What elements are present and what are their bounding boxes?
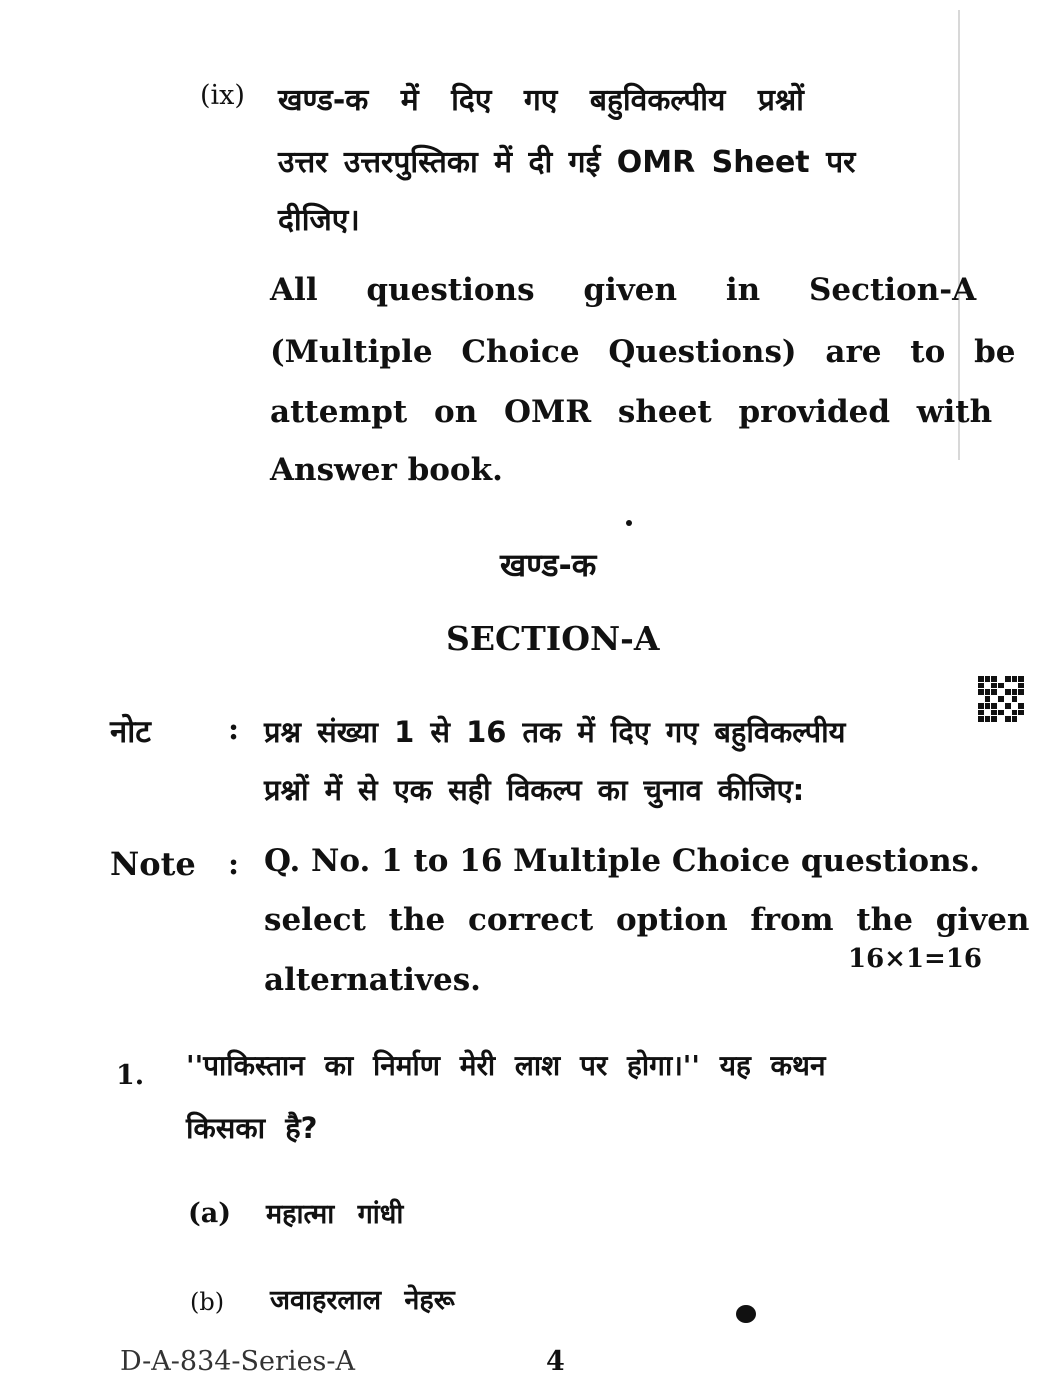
- note-english-line3: alternatives.: [264, 962, 481, 998]
- note-hindi-line2: प्रश्नों में से एक सही विकल्प का चुनाव कीजिए:: [264, 773, 805, 807]
- note-hindi-line1: प्रश्न संख्या 1 से 16 तक में दिए गए बहुविकल्पीय: [264, 715, 846, 749]
- instruction-english-line1: All questions given in Section-A: [270, 272, 977, 308]
- section-hindi-title: खण्ड-क: [500, 546, 597, 584]
- note-hindi-colon: :: [228, 712, 240, 747]
- qr-code: [978, 676, 1024, 722]
- instruction-hindi-line3: दीजिए।: [278, 203, 360, 238]
- instruction-hindi-line1: खण्ड-क में दिए गए बहुविकल्पीय प्रश्नों: [278, 83, 804, 118]
- note-english-label: Note: [110, 845, 196, 883]
- footer-page-number: 4: [546, 1346, 565, 1377]
- instruction-english-line3: attempt on OMR sheet provided with: [270, 394, 993, 430]
- instruction-number: (ix): [200, 80, 245, 111]
- option-a-text: महात्मा गांधी: [266, 1199, 404, 1230]
- question-text-line2: किसका है?: [186, 1111, 318, 1145]
- instruction-hindi-line2: उत्तर उत्तरपुस्तिका में दी गई OMR Sheet पर: [278, 145, 856, 180]
- footer-series-code: D-A-834-Series-A: [120, 1346, 356, 1377]
- question-number: 1.: [116, 1060, 145, 1091]
- print-speck: [626, 520, 632, 526]
- instruction-english-line2: (Multiple Choice Questions) are to be: [270, 334, 1016, 370]
- option-b-text: जवाहरलाल नेहरू: [270, 1285, 455, 1316]
- option-a-label: (a): [188, 1198, 232, 1229]
- note-english-line2: select the correct option from the given: [264, 902, 1030, 938]
- page-edge-line: [958, 10, 960, 460]
- ink-blot: [736, 1305, 756, 1323]
- note-english-line1: Q. No. 1 to 16 Multiple Choice questions.: [264, 843, 980, 879]
- note-hindi-label: नोट: [110, 714, 151, 750]
- option-b-label: (b): [190, 1288, 225, 1316]
- note-marks: 16×1=16: [848, 944, 983, 974]
- instruction-english-line4: Answer book.: [270, 452, 503, 488]
- question-text-line1: ''पाकिस्तान का निर्माण मेरी लाश पर होगा।'' यह कथन: [186, 1049, 826, 1082]
- note-english-colon: :: [228, 847, 240, 882]
- section-english-title: SECTION-A: [446, 619, 660, 658]
